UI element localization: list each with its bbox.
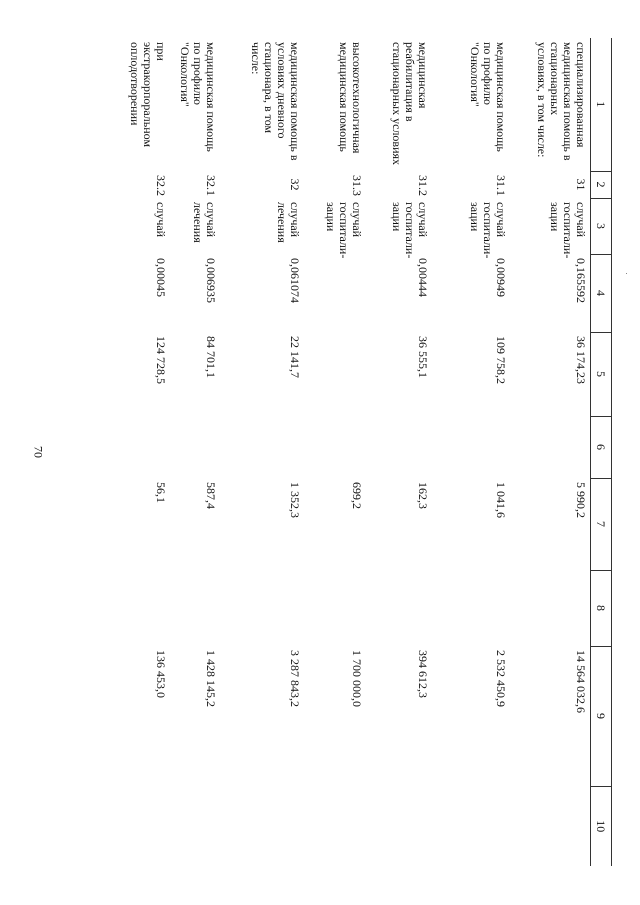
- row-unit: случай лечения: [275, 202, 303, 243]
- row-cost: [305, 332, 367, 416]
- row-norm: [305, 254, 367, 332]
- table-header: [591, 38, 612, 866]
- row-code: 32.2: [154, 175, 169, 196]
- row-code: 31.2: [416, 175, 431, 196]
- row-col6: [433, 416, 511, 478]
- row-col7: 162,3: [416, 482, 431, 509]
- rotated-table-container: [70, 38, 612, 866]
- row-col6: [367, 416, 433, 478]
- row-col8: [221, 570, 305, 646]
- financing-table: [70, 38, 612, 866]
- row-col7: 1 041,6: [494, 482, 509, 518]
- row-norm: 0,006935: [204, 258, 219, 303]
- row-unit: случай лечения: [191, 202, 219, 243]
- row-unit: случай госпитали-зации: [548, 202, 588, 259]
- header-col-7: 7: [591, 478, 612, 570]
- row-name: медицинская помощь по профилю "Онкология": [178, 42, 219, 152]
- row-col9: 2 532 450,9: [494, 650, 509, 707]
- row-col6: [221, 416, 305, 478]
- row-cost: 124 728,5: [154, 336, 169, 384]
- table-row: [221, 38, 305, 866]
- table-body: [70, 38, 591, 866]
- table-row: [305, 38, 367, 866]
- table-row: [171, 38, 221, 866]
- header-col-2: 2: [591, 171, 612, 198]
- row-col10: [70, 786, 171, 866]
- row-col6: [305, 416, 367, 478]
- row-code: 32: [288, 178, 303, 191]
- row-code: 31: [574, 178, 588, 191]
- row-unit: случай госпитали-зации: [324, 202, 365, 259]
- row-code: 31.1: [494, 175, 509, 196]
- row-norm: 0,061074: [288, 258, 303, 303]
- row-col10: [171, 786, 221, 866]
- row-name: высокотехнологичная медицинская помощь: [337, 42, 365, 154]
- row-col6: [70, 416, 171, 478]
- row-col7: 587,4: [204, 482, 219, 509]
- row-col7: 699,2: [350, 482, 365, 509]
- row-unit: случай: [154, 202, 169, 238]
- row-cost: 109 758,2: [494, 336, 509, 384]
- table-row: [70, 38, 171, 866]
- table-row: [511, 38, 591, 866]
- row-cost: 22 141,7: [288, 336, 303, 378]
- header-col-8: 8: [591, 570, 612, 646]
- row-norm: 0,00045: [154, 258, 169, 297]
- row-col10: [511, 786, 591, 866]
- row-cost: 84 701,1: [204, 336, 219, 378]
- table-row: [367, 38, 433, 866]
- scan-speck: [626, 273, 627, 274]
- row-cost: 36 174,23: [574, 336, 588, 384]
- row-code: 32.1: [204, 175, 219, 196]
- row-name: при экстракорпоральном оплодотворении: [128, 42, 169, 148]
- header-col-5: 5: [591, 332, 612, 416]
- page-number: 70: [31, 446, 46, 458]
- row-col9: 394 612,3: [416, 650, 431, 698]
- row-col9: 1 428 145,2: [204, 650, 219, 707]
- row-col10: [433, 786, 511, 866]
- row-norm: 0,165592: [574, 258, 588, 303]
- row-col6: [511, 416, 591, 478]
- row-code: 31.3: [350, 175, 365, 196]
- row-col9: 1 700 000,0: [350, 650, 365, 707]
- row-col7: 1 352,3: [288, 482, 303, 518]
- header-col-9: 9: [591, 646, 612, 786]
- row-col10: [221, 786, 305, 866]
- row-name: медицинская помощь в условиях дневного стационара, в том числе:: [249, 42, 303, 161]
- row-col9: 3 287 843,2: [288, 650, 303, 707]
- row-col6: [171, 416, 221, 478]
- row-col8: [305, 570, 367, 646]
- row-col8: [70, 570, 171, 646]
- row-unit: случай госпитали-зации: [390, 202, 431, 259]
- header-col-6: 6: [591, 416, 612, 478]
- row-cost: 36 555,1: [416, 336, 431, 378]
- row-col7: 5 990,2: [574, 482, 588, 518]
- header-col-4: 4: [591, 254, 612, 332]
- row-name: медицинская реабилитация в стационарных условиях: [390, 42, 431, 166]
- row-name: специализированная медицинская помощь в стационарных условиях, в том числе:: [535, 42, 588, 161]
- row-col10: [367, 786, 433, 866]
- header-col-3: 3: [591, 198, 612, 254]
- row-col10: [305, 786, 367, 866]
- row-col9: 14 564 032,6: [574, 650, 588, 713]
- table-row: [433, 38, 511, 866]
- header-col-1: 1: [591, 38, 612, 171]
- row-norm: 0,00444: [416, 258, 431, 297]
- row-unit: случай госпитали-зации: [468, 202, 509, 259]
- header-col-10: 10: [591, 786, 612, 866]
- row-norm: 0,00949: [494, 258, 509, 297]
- row-name: медицинская помощь по профилю "Онкология": [468, 42, 509, 152]
- row-col7: 56,1: [154, 482, 169, 503]
- row-col8: [171, 570, 221, 646]
- row-col8: [433, 570, 511, 646]
- row-col8: [367, 570, 433, 646]
- row-col8: [511, 570, 591, 646]
- row-col9: 136 453,0: [154, 650, 169, 698]
